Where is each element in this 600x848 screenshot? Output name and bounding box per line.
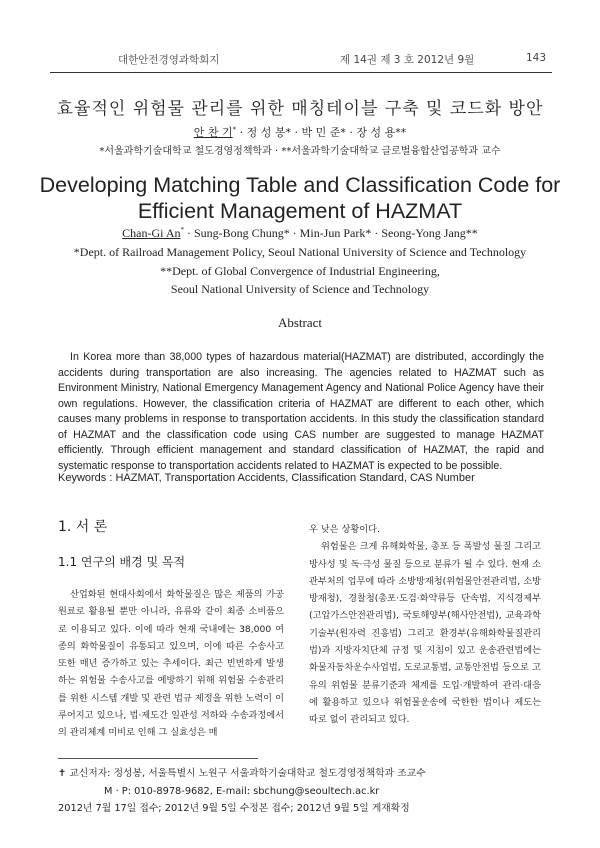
korean-first-author: 안 찬 기 [193,126,233,139]
journal-name: 대한안전경영과학회지 [118,54,220,66]
corresponding-author: ✝ 교신저자: 정성봉, 서울특별시 노원구 서울과학기술대학교 철도경영정책학과 조교수 [58,768,426,779]
right-column-paragraph-2: 위험물은 크게 유해화학물, 총포 등 폭발성 물질 그리고 방사성 및 독·극성 물질 등으로 분류가 될 수 있다. 현재 소관부처의 업무에 따라 소방방재청(위험물안전관리법, 소방방재청), 경찰청(총포·도검·화약류등 단속법, 지식경제부(고압가스안전관리법), 국토해양부(해사안전법), 교육과학기술부(원자력 진흥법) 그리고 환경부(유해화학물질관리법)과 지방자치단체 규정 및 지침이 있고 운송관련법에는 화물자동차운수사업법, 도로교통법, 교통안전법 등으로 고유의 위험물 분류기준과 체계를 도입·개발하여 관리·대응에 활용하고 있으나 위험물운송에 국한한 법이나 제도는 따로 없이 관리되고 있다. [309,541,541,726]
english-first-author-mark: * [180,226,185,234]
footnote-rule [58,758,258,759]
keywords: Keywords : HAZMAT, Transportation Accidents, Classification Standard, CAS Number [58,472,475,484]
subsection-heading: 1.1 연구의 배경 및 목적 [58,555,186,569]
footnote [58,765,426,818]
submission-dates: 2012년 7월 17일 접수; 2012년 9월 5일 수정본 접수; 2012년 9월 5일 게재확정 [58,803,410,814]
english-affiliation-1: *Dept. of Railroad Management Policy, Seoul National University of Science and Technology [73,245,527,259]
right-column [309,521,541,729]
korean-affiliation: *서울과학기술대학교 철도경영정책학과 · **서울과학기술대학교 글로벌융합산업공학과 교수 [99,146,501,157]
header-rule [50,72,552,73]
contact-info: M · P: 010-8978-9682, E-mail: sbchung@seoultech.ac.kr [104,785,380,797]
abstract-heading: Abstract [277,315,323,330]
korean-title: 효율적인 위험물 관리를 위한 매칭테이블 구축 및 코드화 방안 [56,99,544,119]
english-first-author: Chan-Gi An [122,226,181,240]
abstract-text: In Korea more than 38,000 types of hazardous material(HAZMAT) are distributed, accordingly the accidents during transportation are also increasing. The agencies related to HAZMAT such as Environment Ministry, National Emergency Management Agency and National Police Agency have their own regulations. However, the classification criteria of HAZMAT are different to each other, which causes many problems in response to transportation accidents. In this study the classification standard of HAZMAT and the classification code using CAS number are suggested to manage HAZMAT efficiently. Through efficient management and standard classification of HAZMAT, the rapid and systematic response to transportation accidents related to HAZMAT is expected to be possible. [58,351,544,472]
english-title-line-1: Developing Matching Table and Classification Code for [39,173,561,197]
english-affiliation-3: Seoul National University of Science and Technology [170,282,430,296]
korean-other-authors: · 정 성 봉* · 박 민 준* · 장 성 용** [239,126,407,139]
korean-authors [0,124,600,140]
page-number: 143 [526,52,547,64]
korean-first-author-mark: * [232,125,237,134]
left-column-text: 산업화된 현대사회에서 화학물질은 많은 제품의 가공원료로 활용될 뿐만 아니라, 유류와 같이 최종 소비품으로 이용되고 있다. 이에 따라 현재 국내에는 38,000 여종의 화학물질이 유통되고 있으며, 이에 따른 수송사고 또한 매년 증가하고 있는 추세이다. 최근 빈번하게 발생하는 위험물 수송사고를 예방하기 위해 위험물 수송관리를 위한 시스템 개발 및 관련 법규 제정을 위한 노력이 이루어지고 있으나, 법·제도간 일관성 저하와 수송과정에서의 관리체계 미비로 인해 그 실효성은 매 [58,589,284,739]
right-column-paragraph-1: 우 낮은 상황이다. [309,524,380,535]
english-title [0,172,600,224]
english-other-authors: · Sung-Bong Chung* · Min-Jun Park* · Seong-Yong Jang** [184,226,478,240]
english-title-line-2: Efficient Management of HAZMAT [137,199,463,223]
english-authors [0,226,600,241]
english-affiliation-2: **Dept. of Global Convergence of Industrial Engineering, [160,264,440,278]
volume-info: 제 14권 제 3 호 2012년 9월 [340,54,475,66]
section-heading: 1. 서 론 [58,519,108,535]
